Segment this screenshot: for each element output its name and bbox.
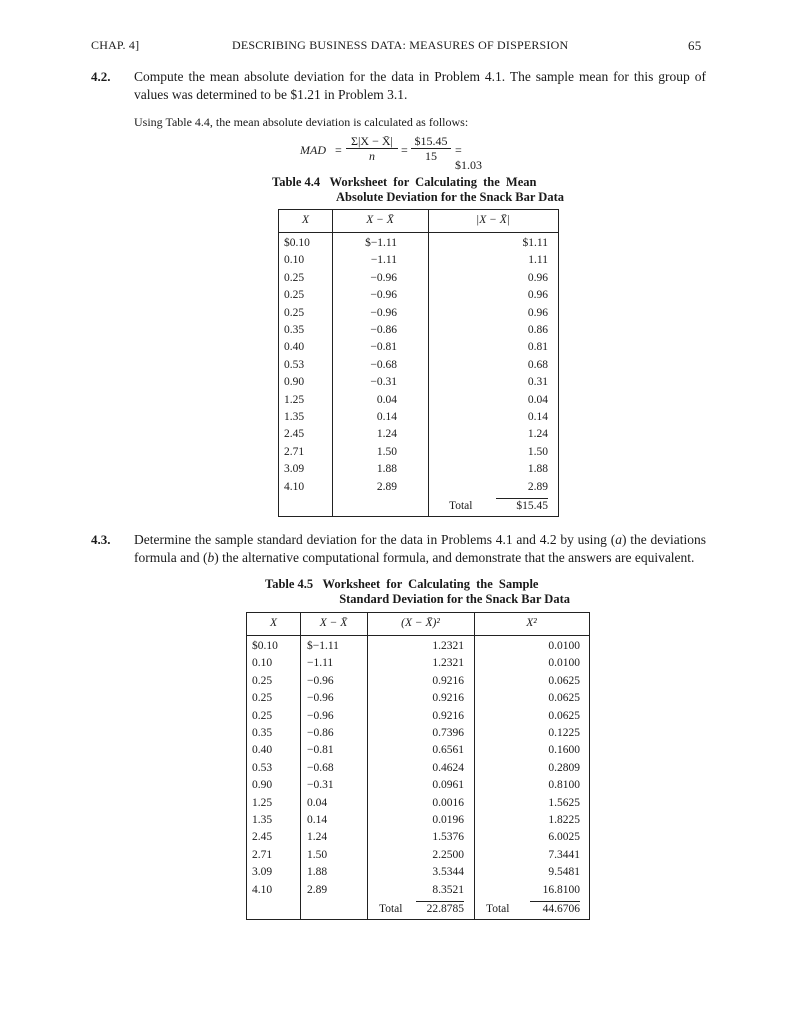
table-4-4: [278, 209, 559, 517]
mad-result: = $1.03: [455, 143, 482, 172]
table-4-5-header-x-squared: X²: [526, 617, 537, 629]
table-4-4-cell: 0.86: [527, 324, 548, 336]
table-4-4-cell: −1.11: [370, 254, 397, 267]
mad-denominator: n: [369, 149, 375, 163]
table-4-5-cell: −0.31: [307, 779, 334, 792]
table-4-5-total-value-2: 44.6706: [542, 903, 580, 915]
table-4-4-header-x: X: [301, 214, 310, 226]
mad-lhs: MAD: [300, 143, 326, 157]
table-4-4-cell: 3.09: [284, 463, 305, 476]
table-4-4-cell: 0.96: [527, 289, 548, 302]
table-4-4-cell: 0.35: [284, 324, 305, 336]
table-4-5-cell: 16.8100: [542, 883, 580, 896]
mad-fraction-1: [346, 134, 398, 164]
table-4-5-cell: 0.8100: [548, 779, 580, 792]
mad-numerator-value: $15.45: [411, 134, 451, 149]
table-4-5-cell: 0.04: [307, 796, 328, 809]
table-4-4-cell: 1.50: [527, 445, 548, 458]
table-4-5-cell: 0.0961: [432, 779, 464, 792]
p43-text-a: Determine the sample standard deviation for the data in Problems 4.1 and 4.2 by using (: [134, 532, 616, 547]
table-4-4-label: Table 4.4: [272, 175, 321, 189]
table-4-5-cell: −1.11: [307, 657, 334, 670]
table-4-5-cell: 0.0100: [548, 657, 580, 670]
table-4-5-cell: 4.10: [252, 883, 273, 896]
problem-4-3-statement: [134, 531, 706, 567]
table-4-5-title-line2: Standard Deviation for the Snack Bar Data: [339, 592, 570, 606]
table-4-5-cell: 2.71: [252, 848, 273, 861]
table-4-5: [246, 612, 590, 920]
table-4-4-cell: 1.88: [527, 463, 548, 476]
table-4-4-cell: 2.45: [284, 428, 305, 441]
table-4-5-cell: 0.2809: [548, 761, 580, 774]
table-4-4-cell: 0.14: [376, 411, 397, 423]
table-4-4-cell: $0.10: [284, 237, 310, 249]
table-4-4-cell: −0.81: [370, 341, 397, 354]
table-4-5-cell: 2.2500: [432, 848, 464, 861]
table-4-5-cell: −0.96: [307, 692, 334, 705]
table-4-4-cell: 0.40: [284, 341, 305, 354]
table-4-5-cell: 0.9216: [432, 709, 464, 722]
table-4-5-cell: 1.24: [307, 831, 328, 844]
p43-a: a: [615, 532, 622, 547]
table-4-4-cell: 0.25: [284, 271, 305, 284]
table-4-5-cell: 0.9216: [432, 674, 464, 687]
table-4-5-cell: 3.09: [252, 866, 273, 879]
table-4-5-cell: 0.25: [252, 674, 273, 687]
table-4-5-cell: 0.4624: [432, 761, 464, 774]
problem-number-4-2: 4.2.: [91, 69, 111, 84]
table-4-4-cell: $1.11: [522, 237, 548, 249]
table-4-5-cell: 1.25: [252, 796, 273, 809]
running-head-title: DESCRIBING BUSINESS DATA: MEASURES OF DISPERSION: [232, 38, 569, 52]
table-4-5-cell: 0.10: [252, 657, 273, 670]
table-4-5-total-label-1: Total: [379, 903, 403, 915]
table-4-5-header-deviation: X − X̄: [319, 617, 348, 629]
table-4-5-cell: 2.89: [307, 883, 328, 896]
table-4-5-cell: 0.0016: [432, 796, 464, 809]
table-4-4-header-abs-deviation: |X − X̄|: [476, 214, 510, 226]
table-4-4-cell: 1.25: [284, 393, 305, 406]
table-4-5-cell: 0.14: [307, 814, 328, 826]
table-4-5-cell: $0.10: [252, 640, 278, 652]
table-4-4-cell: 2.89: [527, 480, 548, 493]
table-4-4-header-deviation: X − X̄: [366, 214, 394, 226]
table-4-5-cell: −0.81: [307, 744, 334, 757]
problem-4-2-solution-intro: Using Table 4.4, the mean absolute deviation is calculated as follows:: [134, 115, 469, 129]
table-4-5-cell: 0.25: [252, 692, 273, 705]
table-4-5-cell: 1.2321: [432, 640, 464, 652]
table-4-4-cell: −0.68: [370, 358, 397, 371]
table-4-5-total-label-2: Total: [486, 903, 510, 915]
table-4-4-cell: 1.11: [528, 254, 548, 267]
table-4-4-cell: 1.88: [376, 463, 397, 476]
table-4-5-cell: 0.1225: [548, 727, 580, 739]
running-head-chapter: CHAP. 4]: [91, 38, 140, 52]
mad-numerator: Σ|X − X̄|: [346, 134, 398, 149]
table-4-5-header-x: X: [269, 617, 278, 629]
table-4-5-cell: −0.96: [307, 709, 334, 722]
table-4-4-cell: 0.53: [284, 358, 305, 371]
table-4-5-cell: 0.7396: [432, 727, 464, 739]
table-4-5-cell: 8.3521: [432, 883, 464, 896]
table-4-4-cell: 0.25: [284, 289, 305, 302]
table-4-5-cell: −0.68: [307, 761, 334, 774]
page-number: 65: [688, 38, 702, 53]
table-4-4-cell: 1.24: [376, 428, 397, 441]
table-4-4-cell: −0.96: [370, 306, 397, 319]
table-4-5-cell: 0.90: [252, 779, 273, 792]
table-4-5-header-squared-deviation: (X − X̄)²: [401, 617, 440, 629]
table-4-4-total-value: $15.45: [516, 500, 548, 512]
p43-b: b: [207, 550, 215, 565]
table-4-5-cell: 0.40: [252, 744, 273, 757]
table-4-5-cell: 2.45: [252, 831, 273, 844]
table-4-5-cell: 9.5481: [548, 866, 580, 879]
table-4-5-total-value-1: 22.8785: [426, 903, 464, 915]
table-4-4-cell: 0.14: [527, 411, 548, 423]
table-4-4-cell: −0.86: [370, 324, 397, 336]
table-4-5-cell: 1.88: [307, 866, 328, 879]
mad-denominator-value: 15: [425, 149, 437, 163]
table-4-4-cell: 1.24: [527, 428, 548, 441]
table-4-4-title-line2: Absolute Deviation for the Snack Bar Data: [335, 190, 564, 204]
table-4-4-cell: 1.50: [376, 445, 397, 458]
table-4-4-cell: 0.96: [527, 271, 548, 284]
table-4-5-cell: 0.0196: [432, 814, 464, 826]
table-4-5-cell: 0.0625: [548, 674, 580, 687]
table-4-5-cell: 0.25: [252, 709, 273, 722]
table-4-5-cell: 6.0025: [548, 831, 580, 844]
table-4-4-caption: [272, 175, 564, 205]
table-4-4-cell: 2.89: [376, 480, 397, 493]
equals-sign: =: [401, 143, 408, 157]
table-4-4-cell: 0.90: [284, 376, 305, 389]
table-4-4-cell: 0.96: [527, 306, 548, 319]
table-4-4-cell: 1.35: [284, 411, 305, 423]
mad-fraction-2: [411, 134, 451, 164]
table-4-4-cell: 4.10: [284, 480, 305, 493]
table-4-5-caption: [265, 577, 570, 607]
table-4-4-cell: 0.31: [527, 376, 548, 389]
table-4-4-cell: −0.96: [370, 271, 397, 284]
table-4-4-cell: 0.81: [527, 341, 548, 354]
table-4-5-cell: 0.0100: [548, 640, 580, 652]
table-4-4-cell: 0.25: [284, 306, 305, 319]
table-4-5-cell: 1.5625: [548, 796, 580, 809]
table-4-4-title-line1: Worksheet for Calculating the Mean: [329, 175, 537, 189]
table-4-4-cell: 0.68: [527, 358, 548, 371]
table-4-4-cell: $−1.11: [365, 237, 397, 249]
table-4-5-cell: 0.1600: [548, 744, 580, 757]
table-4-5-cell: 1.2321: [432, 657, 464, 670]
table-4-5-cell: 7.3441: [548, 848, 580, 861]
table-4-4-total-label: Total: [449, 500, 473, 512]
table-4-5-title-line1: Worksheet for Calculating the Sample: [322, 577, 539, 591]
table-4-5-cell: 0.9216: [432, 692, 464, 705]
table-4-5-cell: 0.6561: [432, 744, 464, 757]
table-4-5-label: Table 4.5: [265, 577, 314, 591]
table-4-5-cell: 1.35: [252, 814, 273, 826]
table-4-4-cell: 0.10: [284, 254, 305, 267]
table-4-5-cell: −0.96: [307, 674, 334, 687]
table-4-5-cell: 1.5376: [432, 831, 464, 844]
p43-text-c: ) the alternative computational formula, and demonstrate that the answers are equivalent.: [214, 550, 695, 565]
table-4-5-cell: −0.86: [307, 727, 334, 739]
table-4-5-cell: 0.0625: [548, 692, 580, 705]
table-4-5-cell: 1.8225: [548, 814, 580, 826]
p43-text-b: ) the deviations formula and (: [134, 532, 707, 565]
table-4-4-cell: 0.04: [527, 393, 548, 406]
table-4-4-cell: −0.31: [370, 376, 397, 389]
table-4-5-cell: 0.0625: [548, 709, 580, 722]
table-4-5-cell: 0.35: [252, 727, 273, 739]
table-4-4-cell: −0.96: [370, 289, 397, 302]
table-4-5-cell: 0.53: [252, 761, 273, 774]
problem-4-2-statement: Compute the mean absolute deviation for the data in Problem 4.1. The sample mean for this group of values was determined to be $1.21 in Problem 3.1.: [134, 69, 706, 102]
equals-sign: =: [335, 143, 342, 157]
table-4-5-cell: $−1.11: [307, 640, 339, 652]
table-4-4-cell: 2.71: [284, 445, 305, 458]
table-4-5-cell: 1.50: [307, 848, 328, 861]
table-4-4-cell: 0.04: [376, 393, 397, 406]
problem-number-4-3: 4.3.: [91, 532, 111, 547]
table-4-5-cell: 3.5344: [432, 866, 464, 879]
